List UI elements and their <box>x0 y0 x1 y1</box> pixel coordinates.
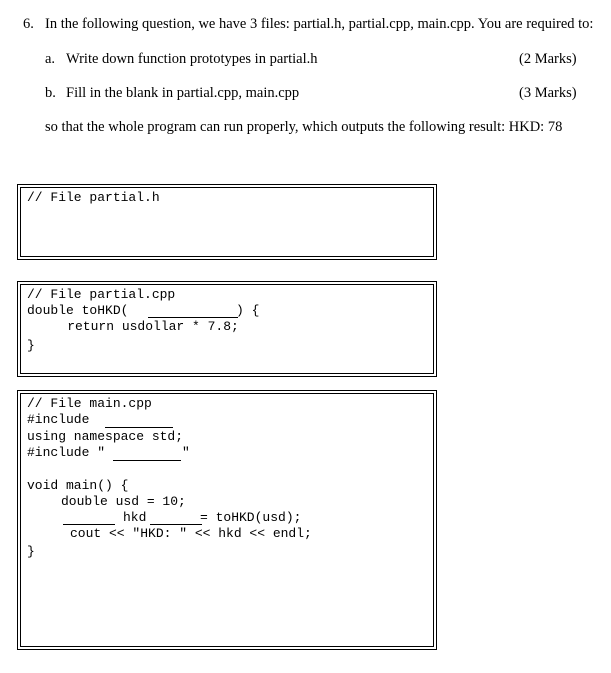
include2-blank[interactable] <box>113 460 181 461</box>
main-cpp-include2-close: " <box>182 445 190 460</box>
main-cpp-hkd-assign: = toHKD(usd); <box>200 510 302 525</box>
main-cpp-include1: #include <box>27 412 90 427</box>
part-a-letter: a. <box>45 51 56 67</box>
question-intro: In the following question, we have 3 files: partial.h, partial.cpp, main.cpp. You are required to: <box>45 16 594 32</box>
part-a-marks: (2 Marks) <box>519 51 577 67</box>
partial-cpp-signature: double toHKD( <box>27 303 129 318</box>
main-cpp-main-signature: void main() { <box>27 478 129 493</box>
partial-h-comment: // File partial.h <box>27 190 160 205</box>
main-cpp-cout-line: cout << "HKD: " << hkd << endl; <box>70 526 312 541</box>
part-a-text: Write down function prototypes in partial.h <box>66 51 318 67</box>
hkd-name-blank[interactable] <box>150 524 202 525</box>
main-cpp-comment: // File main.cpp <box>27 396 152 411</box>
question-number: 6. <box>23 16 34 32</box>
partial-h-box[interactable] <box>17 184 437 260</box>
hkd-type-blank[interactable] <box>63 524 115 525</box>
part-b-letter: b. <box>45 85 56 101</box>
main-cpp-using: using namespace std; <box>27 429 184 444</box>
partial-cpp-return: return usdollar * 7.8; <box>36 319 239 334</box>
main-cpp-hkd-word: hkd <box>123 510 147 525</box>
partial-cpp-comment: // File partial.cpp <box>27 287 176 302</box>
main-cpp-close-brace: } <box>27 544 35 559</box>
main-cpp-box <box>17 390 437 650</box>
main-cpp-include2: #include " <box>27 445 106 460</box>
include1-blank[interactable] <box>105 427 173 428</box>
partial-cpp-box <box>17 281 437 377</box>
partial-cpp-signature-close: ) { <box>236 303 260 318</box>
main-cpp-usd-line: double usd = 10; <box>61 494 186 509</box>
partial-cpp-close-brace: } <box>27 338 35 353</box>
part-b-marks: (3 Marks) <box>519 85 577 101</box>
part-b-text: Fill in the blank in partial.cpp, main.cpp <box>66 85 300 101</box>
question-closing: so that the whole program can run properly, which outputs the following result: HKD: 78 <box>45 119 563 135</box>
partial-cpp-param-blank[interactable] <box>148 317 238 318</box>
